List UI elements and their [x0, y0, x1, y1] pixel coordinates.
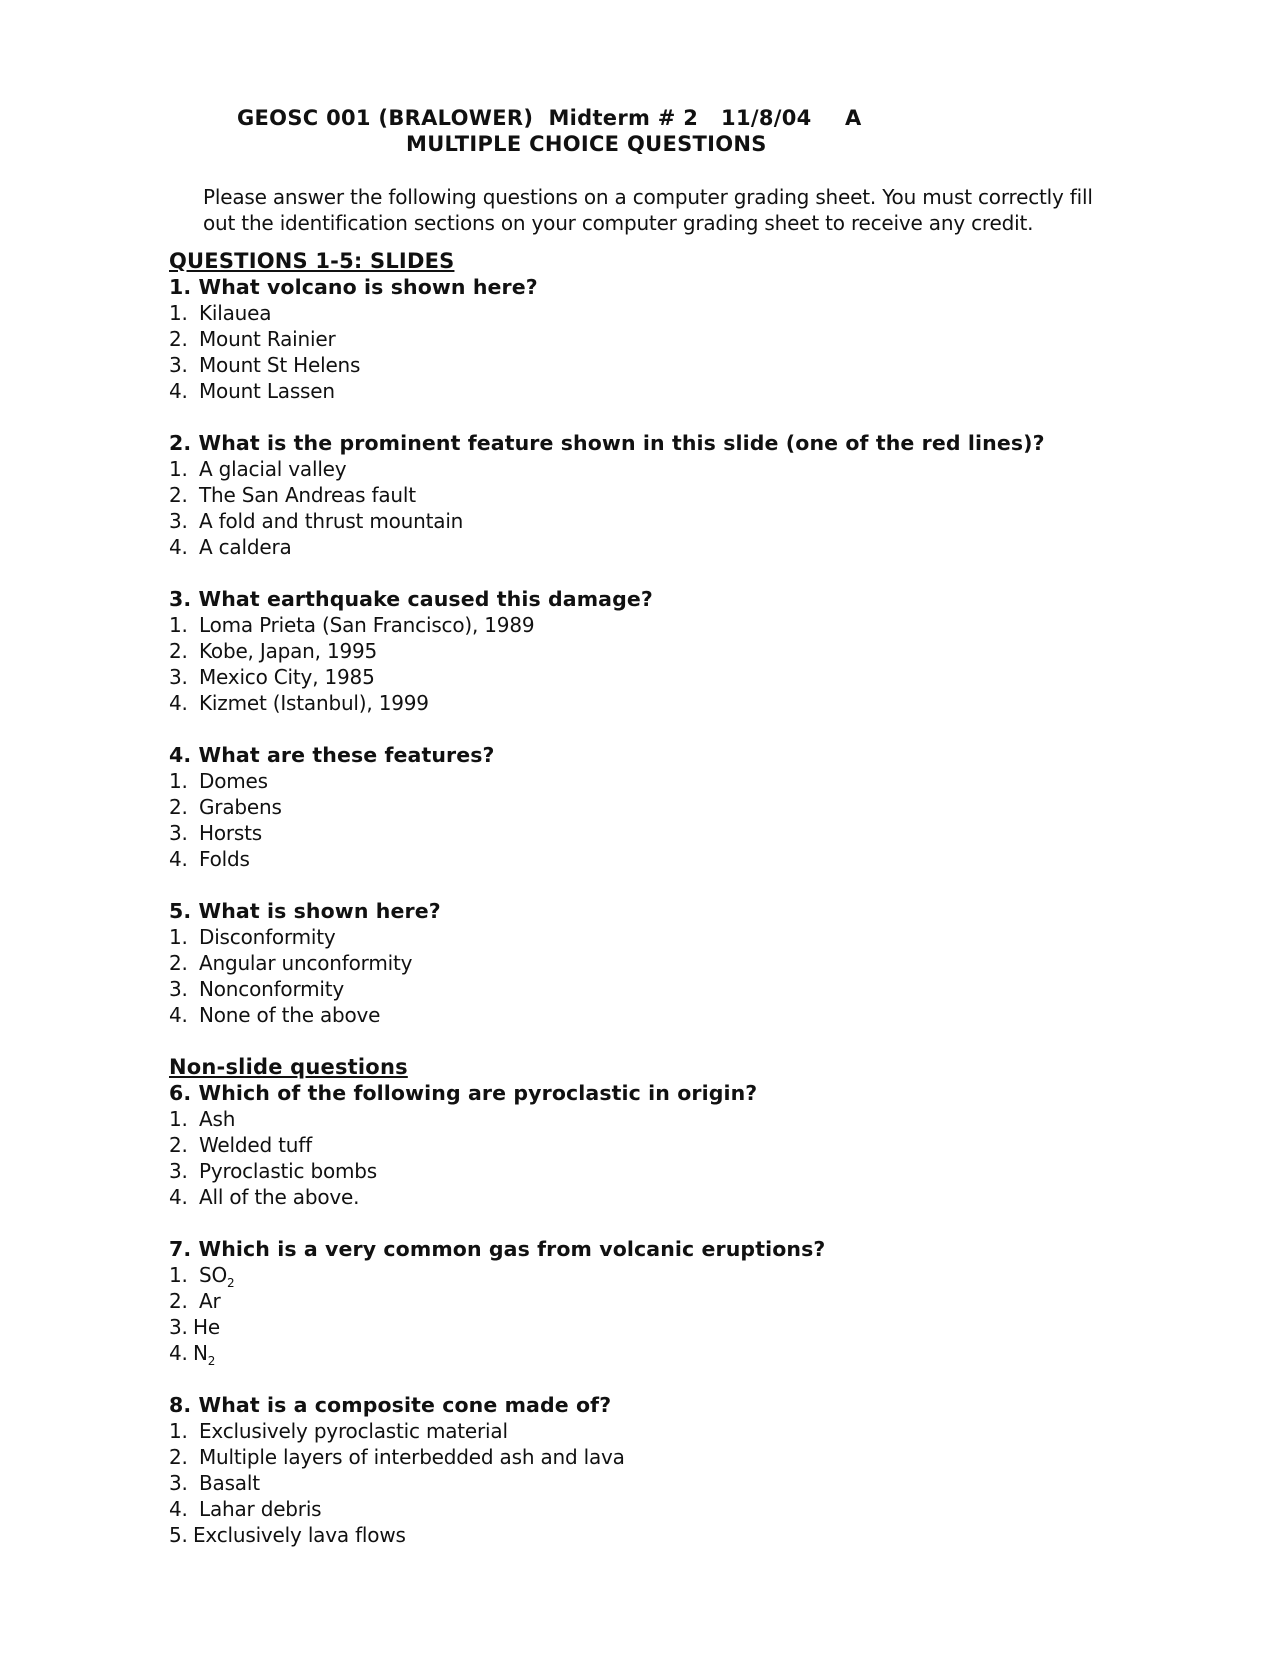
choice [169, 1158, 1169, 1184]
choice-text: Exclusively lava flows [193, 1523, 406, 1547]
choice [169, 1184, 1169, 1210]
choice [169, 482, 1169, 508]
choice-number: 3. [169, 665, 188, 689]
choice-number: 4. [169, 1497, 188, 1521]
section-title-non-slide: Non-slide questions [169, 1055, 408, 1079]
choice-text: Folds [199, 847, 250, 871]
choice-text: Multiple layers of interbedded ash and lava [199, 1445, 625, 1469]
questions-content [169, 248, 1169, 1548]
choice-text: Lahar debris [199, 1497, 322, 1521]
question-2: 2. What is the prominent feature shown in this slide (one of the red lines)? [169, 431, 1045, 455]
choice-text: All of the above. [199, 1185, 360, 1209]
choice-number: 4. [169, 691, 188, 715]
choice [169, 924, 1169, 950]
choice [169, 1262, 1169, 1288]
choice [169, 352, 1169, 378]
choice-number: 3. [169, 509, 188, 533]
choice-text: Disconformity [199, 925, 336, 949]
choice-text: Angular unconformity [199, 951, 413, 975]
choice [169, 1288, 1169, 1314]
choice [169, 794, 1169, 820]
question-4: 4. What are these features? [169, 743, 495, 767]
choice-text: N [193, 1341, 208, 1365]
section-title-slides: QUESTIONS 1-5: SLIDES [169, 249, 455, 273]
choice [169, 1106, 1169, 1132]
choice-text: He [193, 1315, 220, 1339]
choice-number: 1. [169, 925, 188, 949]
choice-number: 2. [169, 1445, 188, 1469]
choice-text: A glacial valley [199, 457, 347, 481]
choice [169, 976, 1169, 1002]
choice-number: 4. [169, 1003, 188, 1027]
choice [169, 1522, 1169, 1548]
choice [169, 612, 1169, 638]
choice-text: SO [199, 1263, 228, 1287]
choice-number: 1. [169, 1107, 188, 1131]
choice [169, 534, 1169, 560]
choice [169, 1132, 1169, 1158]
choice [169, 1340, 1169, 1366]
choice-number: 5. [169, 1523, 188, 1547]
choice [169, 846, 1169, 872]
choice-text: Exclusively pyroclastic material [199, 1419, 508, 1443]
choice-text: Pyroclastic bombs [199, 1159, 378, 1183]
choice-text: A caldera [199, 535, 292, 559]
choice-number: 1. [169, 613, 188, 637]
choice-text: The San Andreas fault [199, 483, 416, 507]
choice-number: 3. [169, 1471, 188, 1495]
choice-number: 3. [169, 977, 188, 1001]
choice-number: 2. [169, 327, 188, 351]
choice-number: 4. [169, 1341, 188, 1365]
choice [169, 300, 1169, 326]
choice-text: Mount St Helens [199, 353, 361, 377]
subscript: 2 [227, 1276, 235, 1290]
choice [169, 950, 1169, 976]
choice-number: 2. [169, 639, 188, 663]
choice [169, 508, 1169, 534]
choice-text: Welded tuff [199, 1133, 312, 1157]
choice-number: 3. [169, 1315, 188, 1339]
choice-number: 3. [169, 353, 188, 377]
choice [169, 768, 1169, 794]
subscript: 2 [207, 1354, 216, 1368]
choice-number: 4. [169, 1185, 188, 1209]
choice-text: Mount Lassen [199, 379, 335, 403]
choice-text: None of the above [199, 1003, 381, 1027]
choice-text: Horsts [199, 821, 262, 845]
choice-text: Ash [199, 1107, 236, 1131]
choice-text: Mexico City, 1985 [199, 665, 375, 689]
choice-text: Domes [199, 769, 268, 793]
choice-text: Kobe, Japan, 1995 [199, 639, 378, 663]
question-7: 7. Which is a very common gas from volcanic eruptions? [169, 1237, 826, 1261]
choice-text: Kilauea [199, 301, 272, 325]
choice-number: 2. [169, 1289, 188, 1313]
choice [169, 1470, 1169, 1496]
choice-text: Grabens [199, 795, 282, 819]
exam-version: A [845, 106, 862, 130]
choice-text: Ar [199, 1289, 221, 1313]
choice-number: 4. [169, 847, 188, 871]
question-3: 3. What earthquake caused this damage? [169, 587, 653, 611]
choice [169, 456, 1169, 482]
question-5: 5. What is shown here? [169, 899, 441, 923]
choice-number: 2. [169, 951, 188, 975]
choice [169, 820, 1169, 846]
choice-number: 3. [169, 821, 188, 845]
exam-header-course: GEOSC 001 (BRALOWER) Midterm # 2 11/8/04 [237, 106, 812, 130]
choice-number: 4. [169, 535, 188, 559]
choice-number: 1. [169, 769, 188, 793]
instructions: Please answer the following questions on a computer grading sheet. You must correctly fill out the identification sections on your computer grading sheet to receive any credit. [203, 185, 1093, 235]
choice [169, 326, 1169, 352]
choice-number: 4. [169, 379, 188, 403]
choice [169, 690, 1169, 716]
exam-subtitle: MULTIPLE CHOICE QUESTIONS [406, 132, 767, 156]
choice [169, 1496, 1169, 1522]
choice-text: Mount Rainier [199, 327, 336, 351]
choice [169, 378, 1169, 404]
choice-text: Kizmet (Istanbul), 1999 [199, 691, 429, 715]
choice-number: 1. [169, 1419, 188, 1443]
question-6: 6. Which of the following are pyroclastic in origin? [169, 1081, 758, 1105]
question-1: 1. What volcano is shown here? [169, 275, 538, 299]
choice-text: Basalt [199, 1471, 260, 1495]
choice [169, 1418, 1169, 1444]
choice-number: 1. [169, 1263, 188, 1287]
choice [169, 638, 1169, 664]
choice-number: 2. [169, 483, 188, 507]
choice [169, 1444, 1169, 1470]
choice-text: A fold and thrust mountain [199, 509, 464, 533]
question-8: 8. What is a composite cone made of? [169, 1393, 612, 1417]
choice [169, 664, 1169, 690]
choice-number: 2. [169, 1133, 188, 1157]
choice [169, 1002, 1169, 1028]
choice-number: 1. [169, 457, 188, 481]
choice-number: 1. [169, 301, 188, 325]
choice [169, 1314, 1169, 1340]
choice-text: Nonconformity [199, 977, 345, 1001]
choice-text: Loma Prieta (San Francisco), 1989 [199, 613, 535, 637]
choice-number: 2. [169, 795, 188, 819]
choice-number: 3. [169, 1159, 188, 1183]
